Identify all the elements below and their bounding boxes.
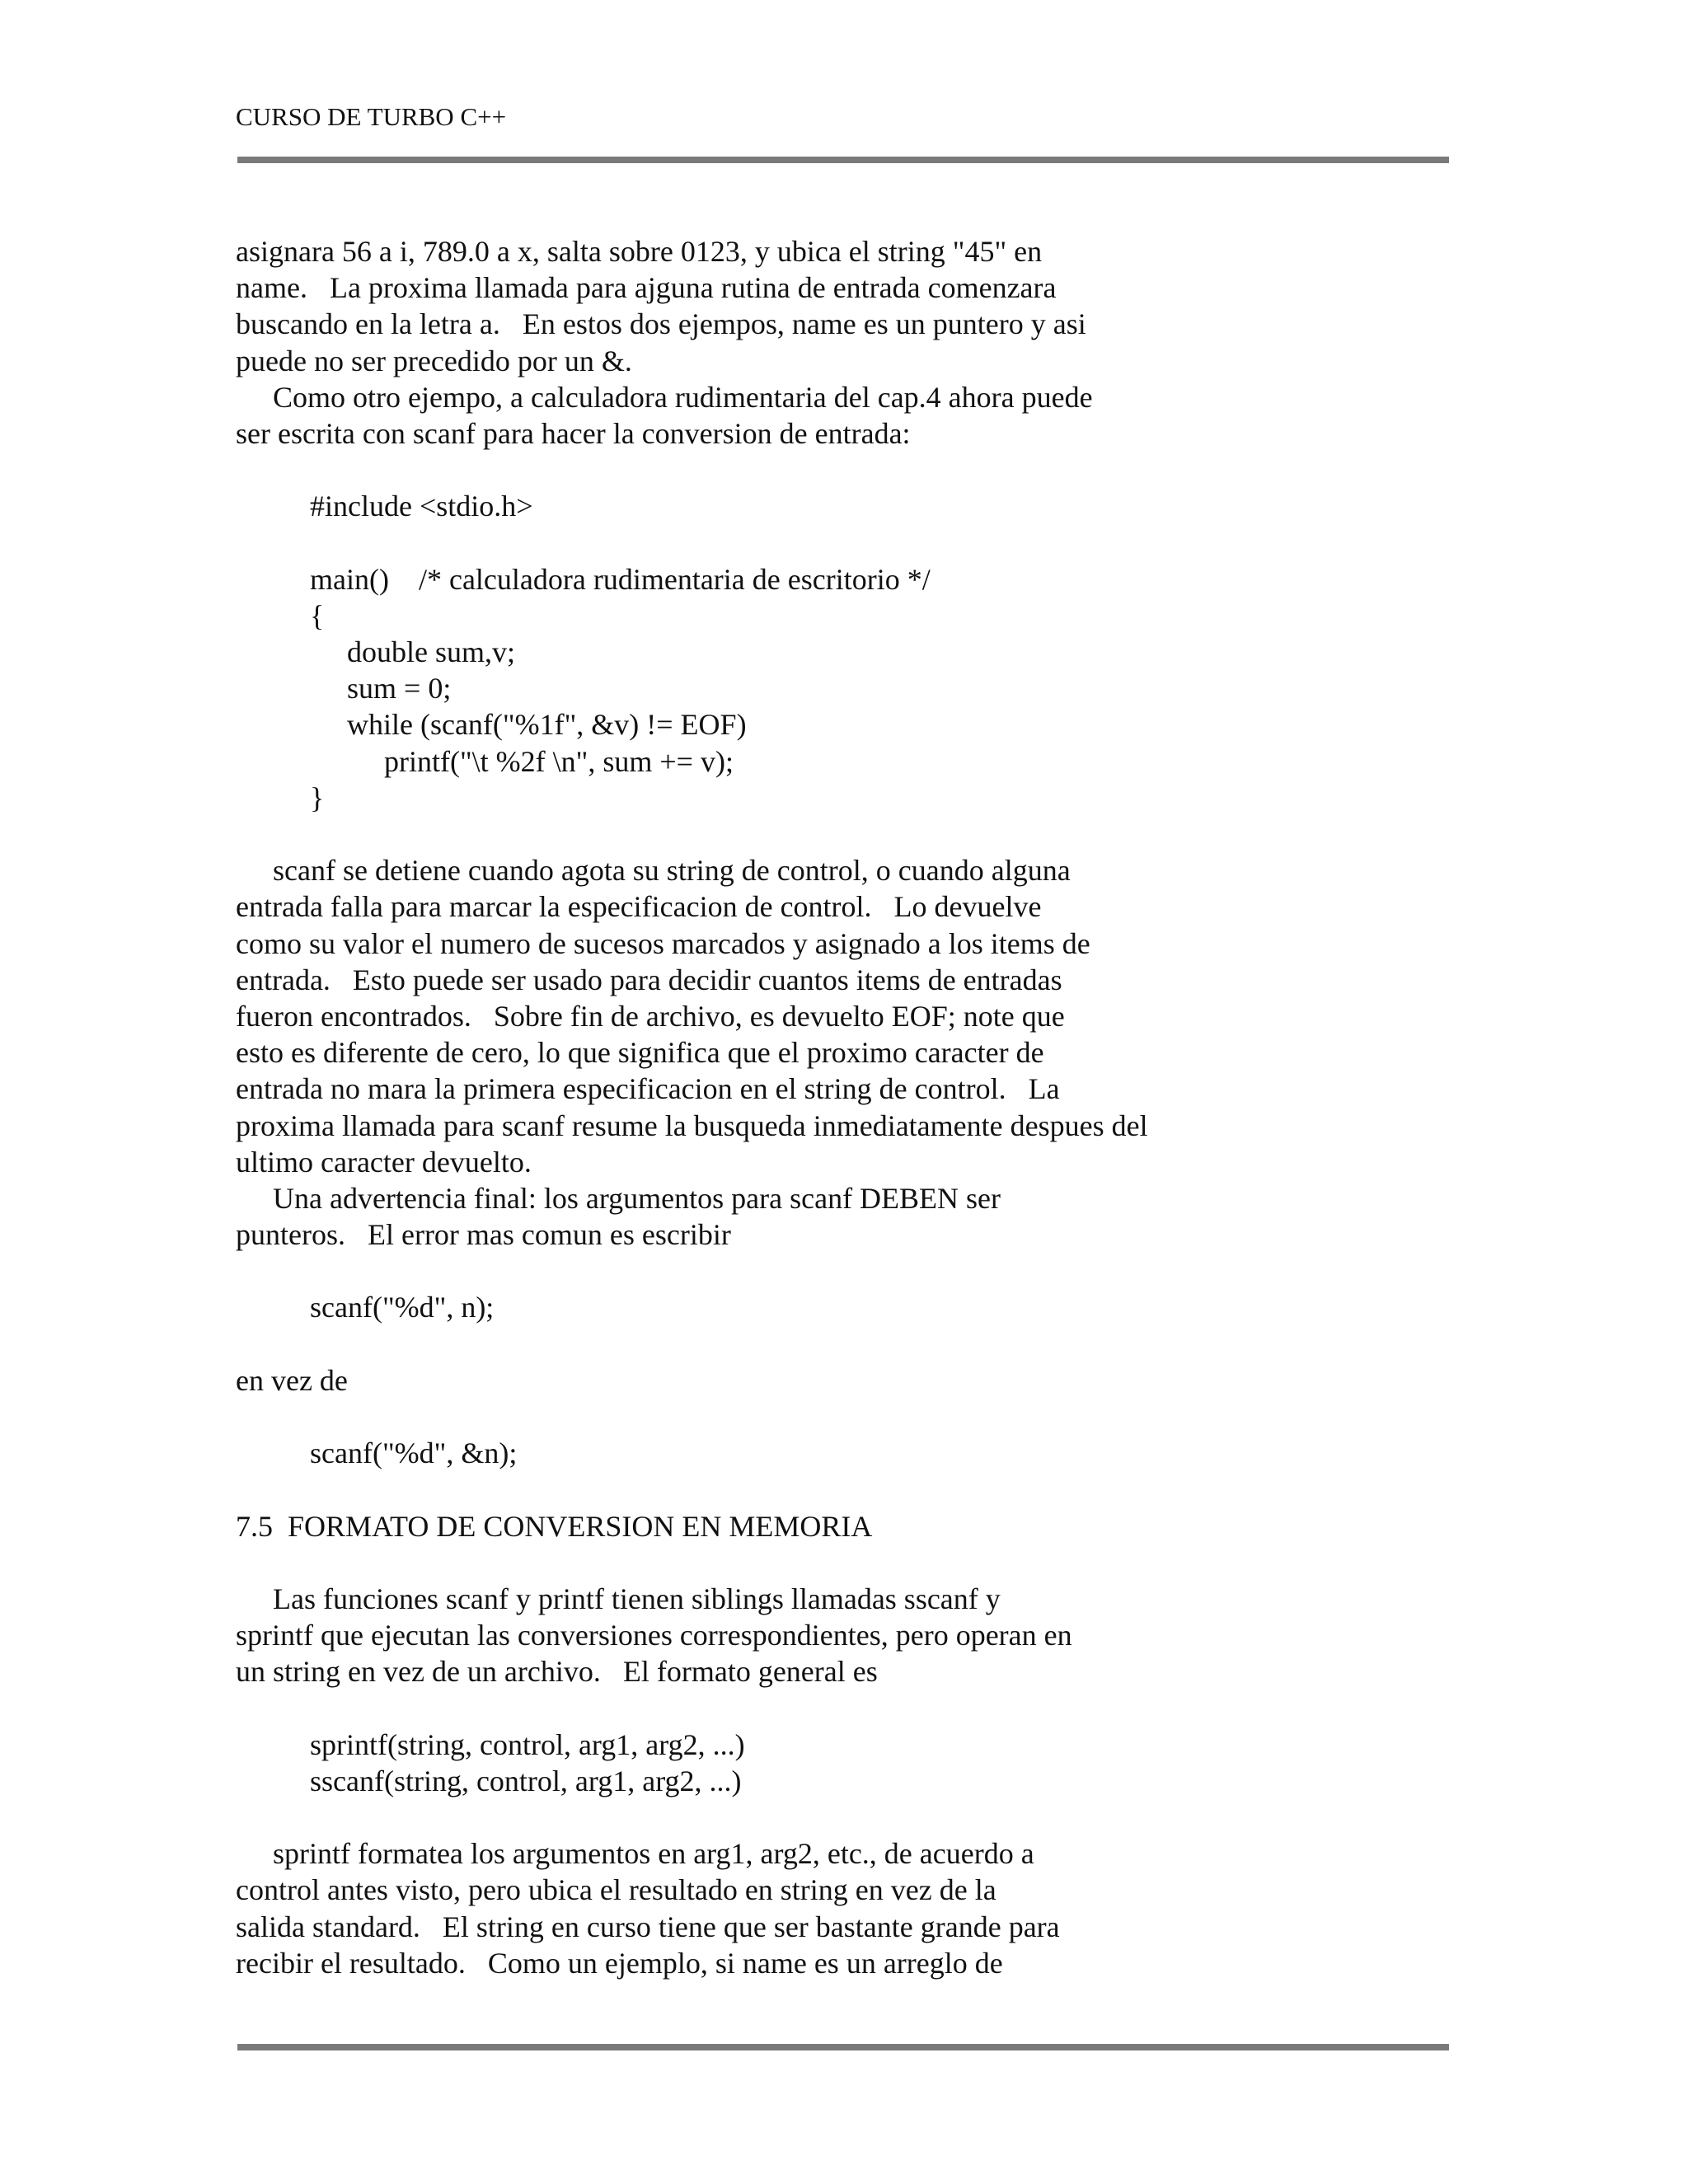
text-line: entrada falla para marcar la especificacion de control. Lo devuelve bbox=[236, 890, 1042, 924]
header-rule bbox=[237, 157, 1449, 163]
blank-line bbox=[236, 525, 1456, 561]
text-line: printf("\t %2f \n", sum += v); bbox=[236, 744, 734, 778]
text-line: puede no ser precedido por un &. bbox=[236, 344, 632, 377]
text-line: while (scanf("%1f", &v) != EOF) bbox=[236, 708, 747, 742]
text-line: Como otro ejempo, a calculadora rudimentaria del cap.4 ahora puede bbox=[236, 380, 1093, 414]
text-line: entrada no mara la primera especificacion en el string de control. La bbox=[236, 1072, 1060, 1106]
text-line: control antes visto, pero ubica el resultado en string en vez de la bbox=[236, 1873, 996, 1907]
text-line: proxima llamada para scanf resume la busqueda inmediatamente despues del bbox=[236, 1108, 1148, 1142]
text-line: main() /* calculadora rudimentaria de escritorio */ bbox=[236, 562, 931, 596]
text-line: como su valor el numero de sucesos marcados y asignado a los items de bbox=[236, 926, 1090, 960]
text-line: sprintf(string, control, arg1, arg2, ...) bbox=[236, 1727, 745, 1761]
blank-line bbox=[236, 1544, 1456, 1581]
text-line: double sum,v; bbox=[236, 635, 515, 669]
text-line: en vez de bbox=[236, 1363, 348, 1397]
blank-line bbox=[236, 1799, 1456, 1835]
blank-line bbox=[236, 1471, 1456, 1507]
blank-line bbox=[236, 1326, 1456, 1362]
blank-line bbox=[236, 1399, 1456, 1435]
blank-line bbox=[236, 452, 1456, 488]
text-line: recibir el resultado. Como un ejemplo, si name es un arreglo de bbox=[236, 1946, 1003, 1980]
text-line: sum = 0; bbox=[236, 672, 452, 705]
text-line: { bbox=[236, 598, 325, 632]
text-line: fueron encontrados. Sobre fin de archivo, es devuelto EOF; note que bbox=[236, 999, 1065, 1033]
text-line: } bbox=[236, 780, 325, 814]
text-line: esto es diferente de cero, lo que significa que el proximo caracter de bbox=[236, 1036, 1044, 1070]
text-line: scanf se detiene cuando agota su string de control, o cuando alguna bbox=[236, 854, 1071, 888]
text-line: ultimo caracter devuelto. bbox=[236, 1145, 532, 1179]
text-line: Las funciones scanf y printf tienen siblings llamadas sscanf y bbox=[236, 1582, 1001, 1615]
text-line: punteros. El error mas comun es escribir bbox=[236, 1218, 731, 1252]
blank-line bbox=[236, 1690, 1456, 1727]
page-header: CURSO DE TURBO C++ bbox=[236, 102, 507, 131]
text-line: sprintf que ejecutan las conversiones correspondientes, pero operan en bbox=[236, 1619, 1072, 1652]
text-line: #include <stdio.h> bbox=[236, 490, 533, 523]
text-line: entrada. Esto puede ser usado para decidir cuantos items de entradas bbox=[236, 963, 1062, 996]
text-line: un string en vez de un archivo. El formato general es bbox=[236, 1655, 878, 1689]
text-line: asignara 56 a i, 789.0 a x, salta sobre 0123, y ubica el string "45" en bbox=[236, 235, 1043, 268]
text-line: name. La proxima llamada para ajguna rutina de entrada comenzara bbox=[236, 271, 1057, 305]
text-line: buscando en la letra a. En estos dos ejempos, name es un puntero y asi bbox=[236, 307, 1086, 341]
blank-line bbox=[236, 816, 1456, 852]
text-line: salida standard. El string en curso tiene que ser bastante grande para bbox=[236, 1910, 1060, 1943]
text-line: ser escrita con scanf para hacer la conversion de entrada: bbox=[236, 416, 911, 450]
text-line: sscanf(string, control, arg1, arg2, ...) bbox=[236, 1764, 742, 1797]
text-line: Una advertencia final: los argumentos para scanf DEBEN ser bbox=[236, 1181, 1001, 1215]
text-line: scanf("%d", &n); bbox=[236, 1436, 518, 1470]
text-line: scanf("%d", n); bbox=[236, 1291, 495, 1324]
text-line: sprintf formatea los argumentos en arg1, arg2, etc., de acuerdo a bbox=[236, 1837, 1034, 1871]
text-line: 7.5 FORMATO DE CONVERSION EN MEMORIA bbox=[236, 1509, 873, 1543]
footer-rule bbox=[237, 2044, 1449, 2050]
page-body bbox=[236, 233, 1456, 1981]
blank-line bbox=[236, 1253, 1456, 1289]
